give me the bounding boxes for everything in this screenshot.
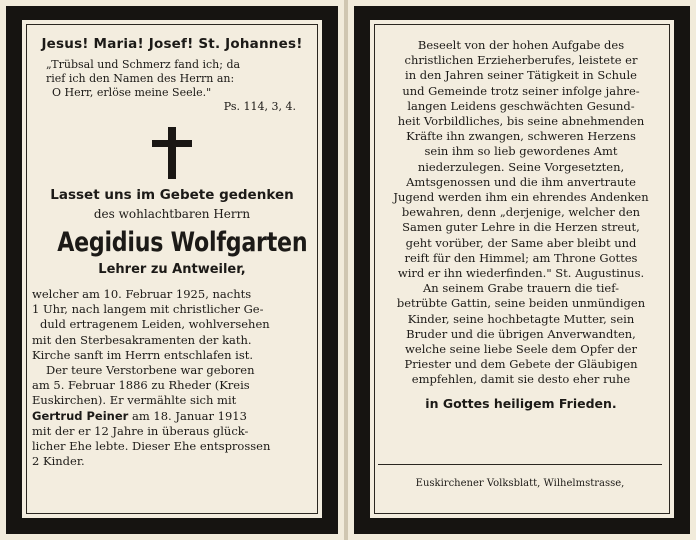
body-line: Kirche sanft im Herrn entschlafen ist.	[32, 347, 253, 362]
body-line: Samen guter Lehre in die Herzen streut,	[402, 220, 640, 235]
body-line: sein ihm so lieb gewordenes Amt	[424, 144, 618, 159]
body-line: geht vorüber, der Same aber bleibt und	[405, 235, 637, 250]
body-line: Beseelt von der hohen Aufgabe des	[417, 38, 625, 52]
body-line: 2 Kinder.	[32, 454, 85, 469]
body-line: 1 Uhr, nach langem mit christlicher Ge-	[32, 302, 264, 317]
body-line: welche seine liebe Seele dem Opfer der	[405, 342, 637, 357]
body-line: reift für den Himmel; am Throne Gottes	[404, 250, 638, 265]
closing-line: in Gottes heiligem Frieden.	[425, 395, 617, 411]
body-line: Amtsgenossen und die ihm anvertraute	[406, 174, 636, 189]
body-line: empfehlen, damit sie desto eher ruhe	[411, 372, 631, 387]
body-line: welcher am 10. Februar 1925, nachts	[32, 287, 252, 301]
cross-icon	[152, 127, 192, 179]
body-line: christlichen Erzieherberufes, leistete er	[404, 53, 638, 68]
right-content	[380, 38, 662, 411]
left-body	[32, 287, 312, 469]
body-line: Kinder, seine hochbetagte Mutter, sein	[407, 311, 635, 326]
body-line: Bruder und die übrigen Anverwandten,	[406, 326, 636, 341]
honorific-line: des wohlachtbaren Herrn	[93, 207, 251, 221]
deceased-name: Aegidius Wolfgarten	[57, 227, 308, 258]
left-page	[0, 0, 344, 540]
body-line: bewahren, denn „derjenige, welcher den	[401, 205, 641, 220]
body-line: am 5. Februar 1886 zu Rheder (Kreis	[32, 378, 250, 393]
body-line: licher Ehe lebte. Dieser Ehe entsprossen	[32, 439, 271, 454]
quote-line: rief ich den Namen des Herrn an:	[46, 72, 235, 85]
body-line: mit der er 12 Jahre in überaus glück-	[32, 423, 249, 438]
body-line: heit Vorbildliches, bis seine abnehmenden	[397, 114, 645, 129]
body-line: wird er ihn wiederfinden." St. Augustinus.	[397, 266, 645, 281]
body-line: mit den Sterbesakramenten der kath.	[32, 332, 252, 347]
quote-line: O Herr, erlöse meine Seele."	[52, 86, 212, 99]
body-line: in den Jahren seiner Tätigkeit in Schule	[405, 68, 637, 83]
printer-imprint: Euskirchener Volksblatt, Wilhelmstrasse,	[415, 478, 625, 489]
saints-heading: Jesus! Maria! Josef! St. Johannes!	[41, 36, 303, 52]
psalm-quote	[32, 58, 312, 100]
body-line: Priester und dem Gebete der Gläubigen	[404, 357, 638, 372]
body-line: Jugend werden ihm ein ehrendes Andenken	[393, 190, 649, 205]
body-line: Der teure Verstorbene war geboren	[46, 363, 255, 378]
marriage-line	[32, 409, 312, 424]
body-line: und Gemeinde trotz seiner infolge jahre-	[402, 83, 640, 98]
printer-divider	[378, 464, 662, 465]
body-line: niederzulegen. Seine Vorgesetzten,	[417, 159, 625, 174]
quote-line: „Trübsal und Schmerz fand ich; da	[46, 58, 241, 71]
deceased-role: Lehrer zu Antweiler,	[98, 262, 246, 277]
prayer-line: Lasset uns im Gebete gedenken	[50, 187, 294, 203]
spouse-name: Gertrud Peiner	[32, 408, 129, 423]
marriage-date: am 18. Januar 1913	[128, 408, 247, 423]
body-line: An seinem Grabe trauern die tief-	[423, 281, 619, 296]
body-line: Kräfte ihn zwangen, schweren Herzens	[406, 129, 636, 144]
psalm-reference: Ps. 114, 3, 4.	[223, 100, 296, 113]
body-line: langen Leidens geschwächten Gesund-	[407, 98, 635, 113]
left-content	[32, 36, 312, 469]
body-line: duld ertragenem Leiden, wohlversehen	[40, 317, 270, 332]
body-line: betrübte Gattin, seine beiden unmündigen	[396, 296, 646, 311]
body-line: Euskirchen). Er vermählte sich mit	[32, 393, 237, 408]
right-body	[380, 38, 662, 388]
